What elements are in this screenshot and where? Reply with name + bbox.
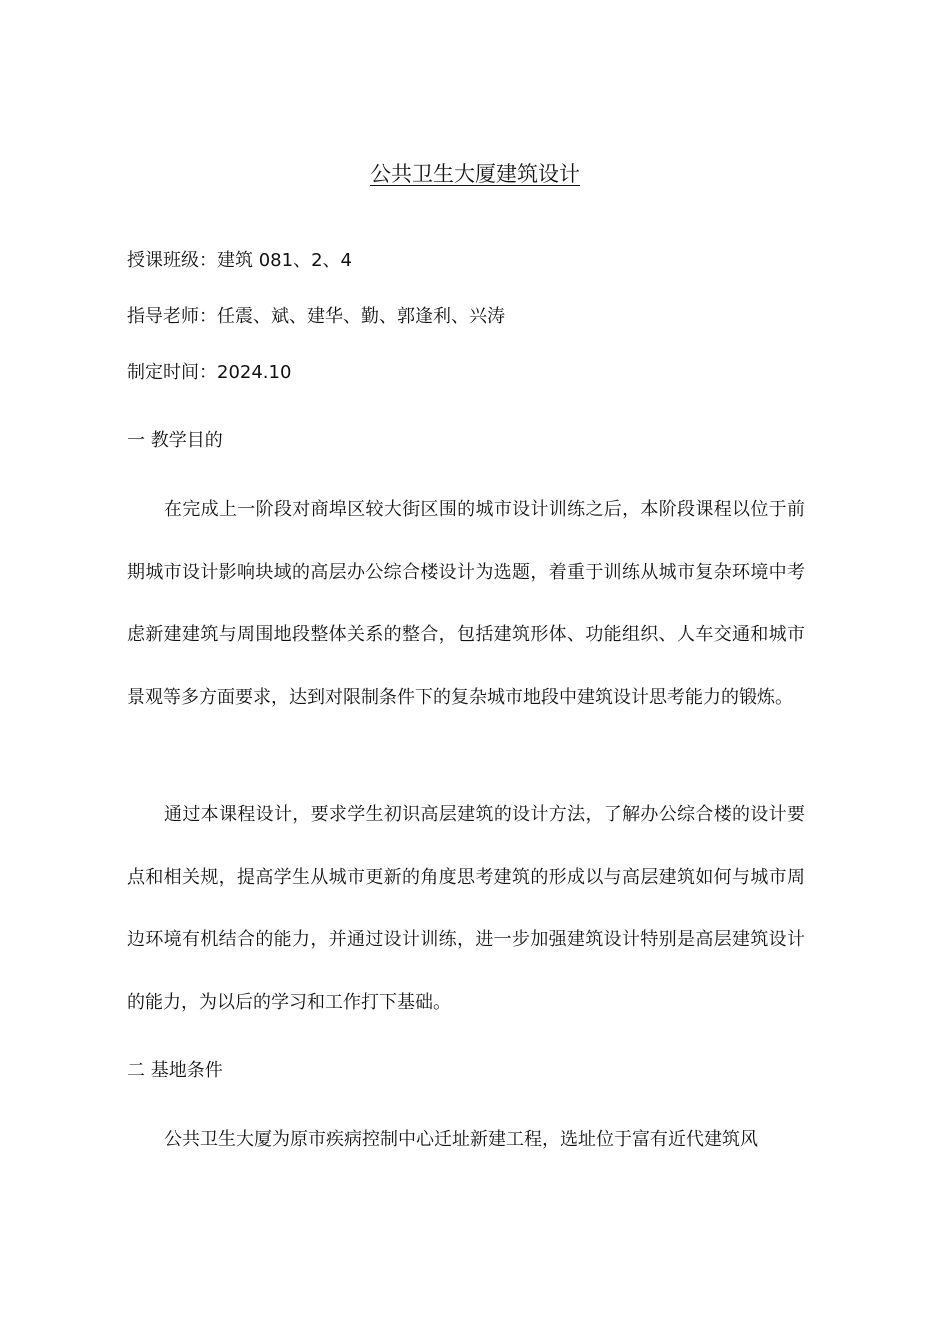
paragraph-site-1: 公共卫生大厦为原市疾病控制中心迁址新建工程，选址位于富有近代建筑风: [164, 1129, 758, 1150]
document-title: [0, 158, 950, 190]
date-info: 制定时间：2024.10: [127, 362, 292, 383]
section-heading-site: 二 基地条件: [127, 1060, 223, 1081]
class-info: 授课班级：建筑 081、2、4: [127, 250, 352, 271]
paragraph-objectives-1: 在完成上一阶段对商埠区较大街区围的城市设计训练之后，本阶段课程以位于前期城市设计影响块域的高层办公综合楼设计为选题，着重于训练从城市复杂环境中考虑新建建筑与周围地段整体关系的整合，包括建筑形体、功能组织、人车交通和城市景观等多方面要求，达到对限制条件下的复杂城市地段中建筑设计思考能力的锻炼。: [127, 499, 805, 708]
paragraph-objectives-2: 通过本课程设计，要求学生初识高层建筑的设计方法，了解办公综合楼的设计要点和相关规，提高学生从城市更新的角度思考建筑的形成以与高层建筑如何与城市周边环境有机结合的能力，并通过设计训练，进一步加强建筑设计特别是高层建筑设计的能力，为以后的学习和工作打下基础。: [127, 804, 805, 1013]
document-title-text: 公共卫生大厦建筑设计: [370, 162, 580, 186]
teachers-info: 指导老师：任震、斌、建华、勤、郭逢利、兴涛: [127, 306, 505, 327]
section-heading-objectives: 一 教学目的: [127, 430, 223, 451]
